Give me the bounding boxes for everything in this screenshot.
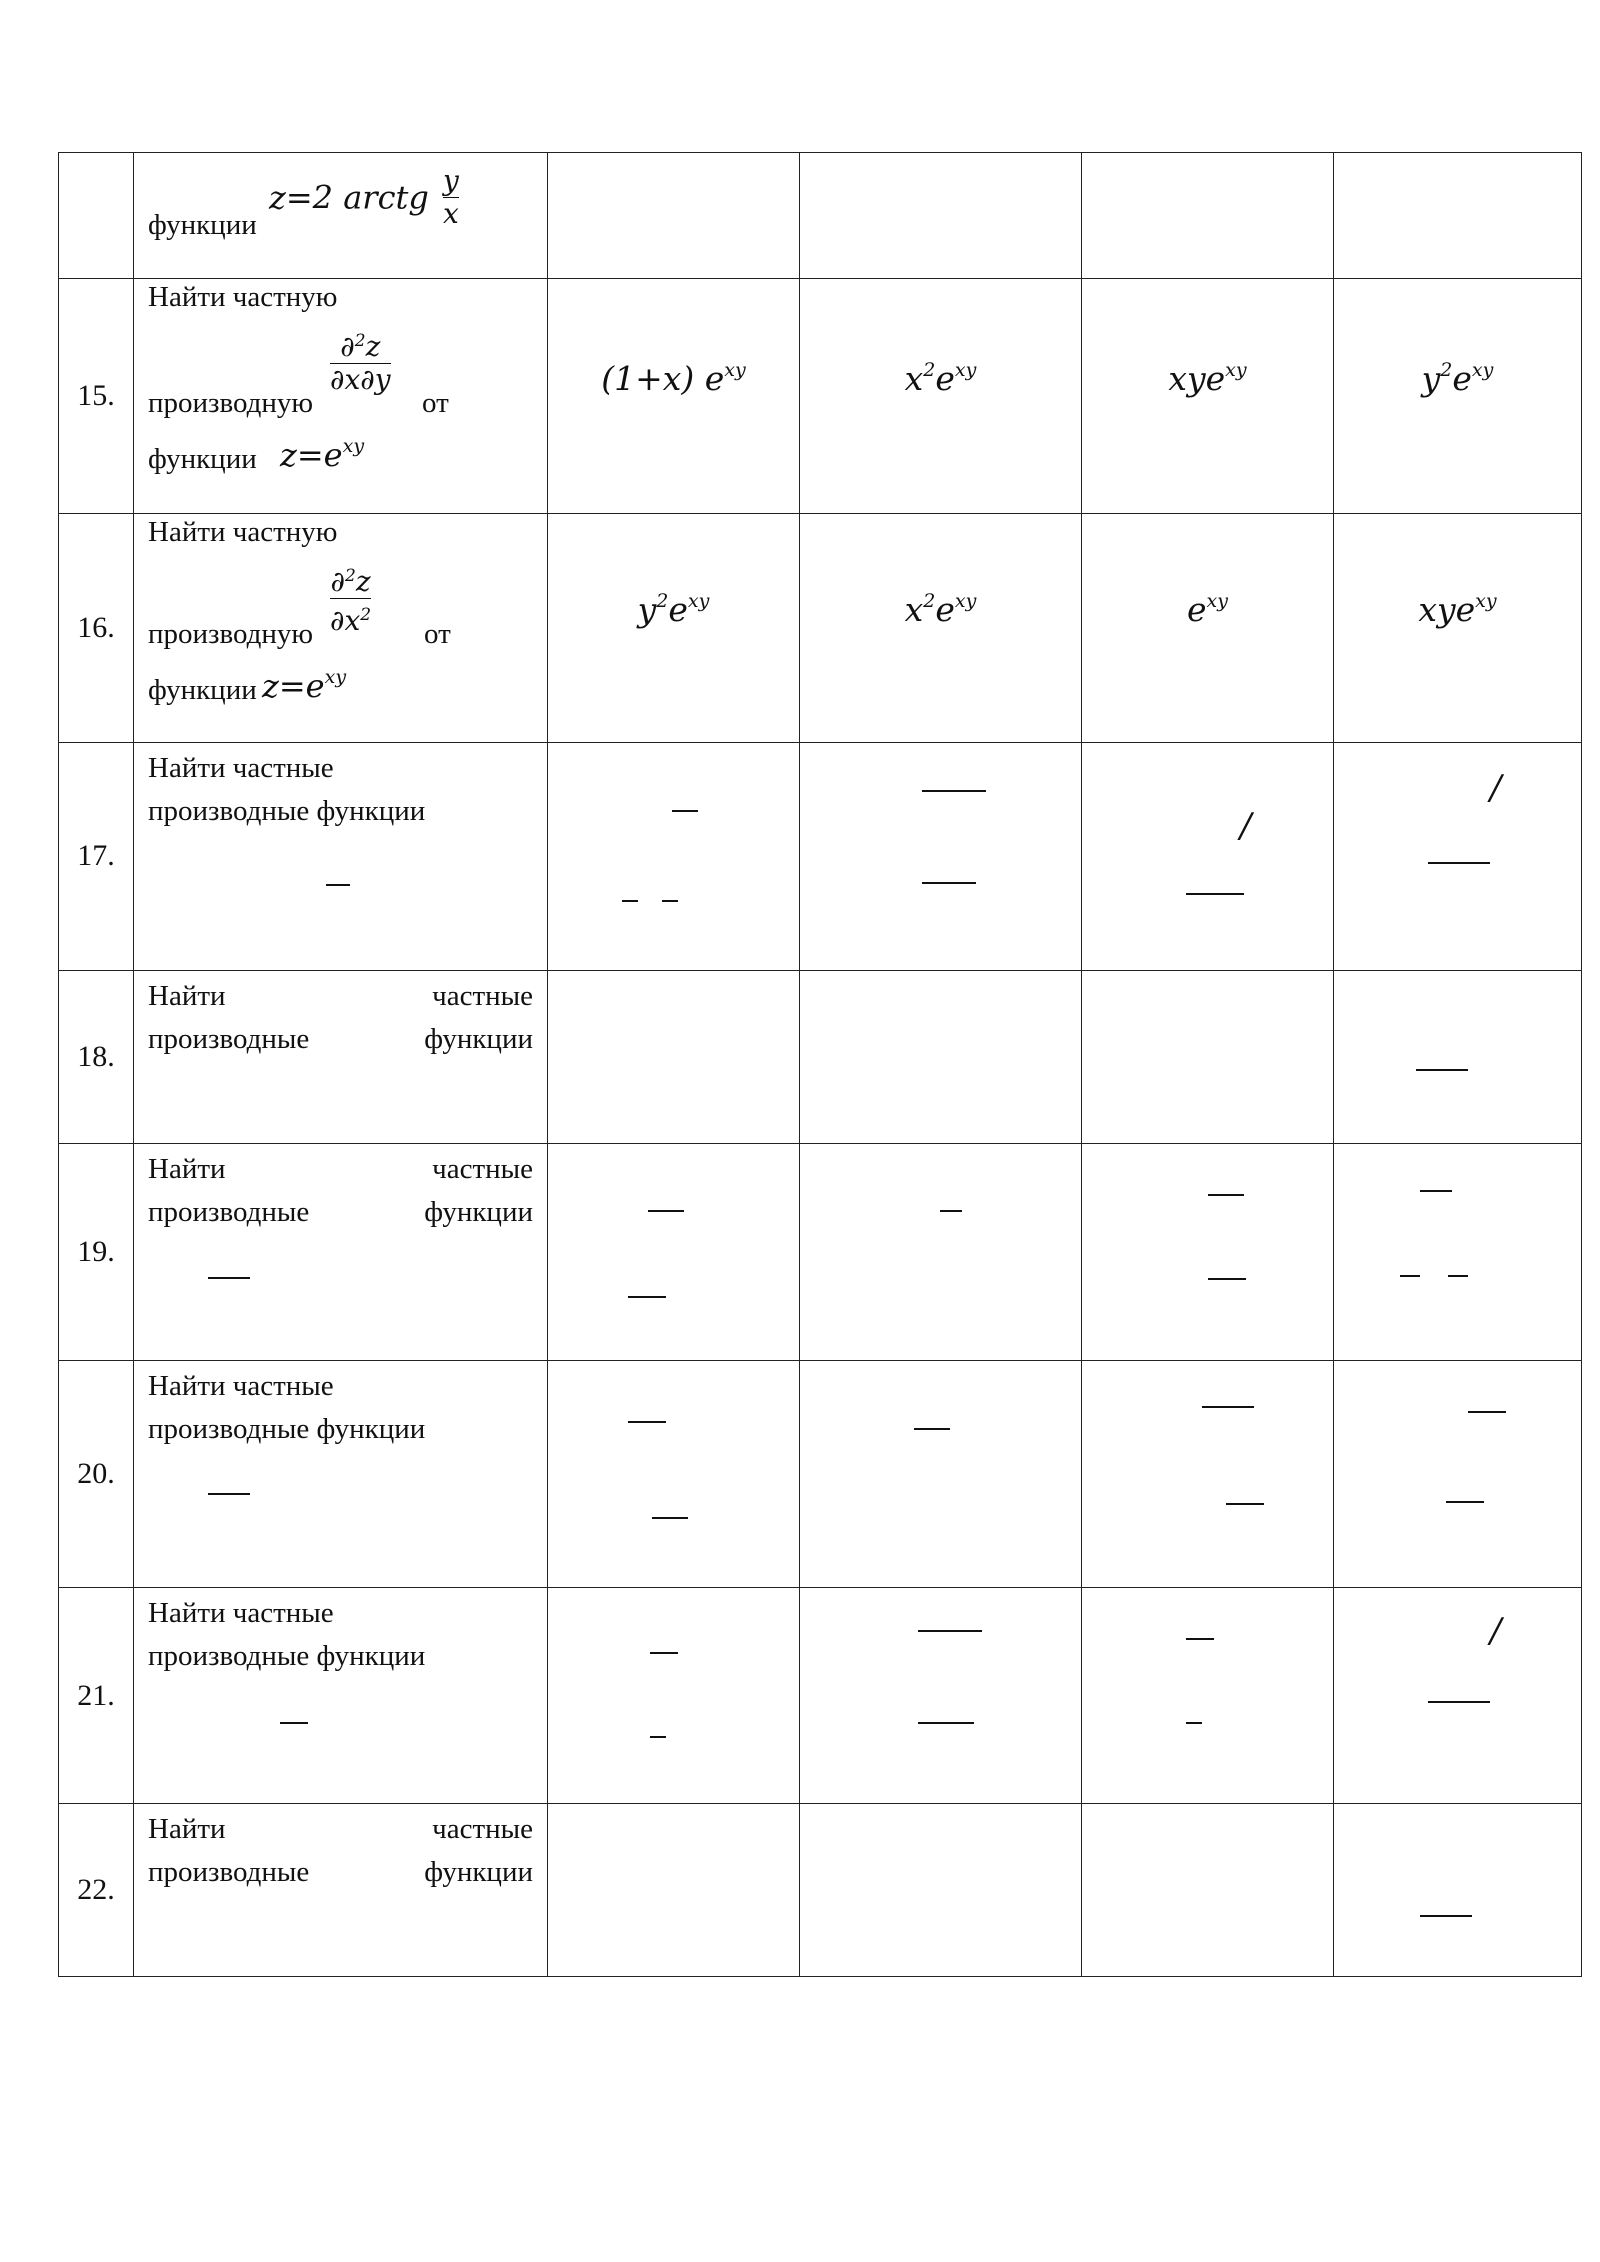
answer-option: $y^2e^{xy}$ <box>1421 358 1494 398</box>
row-number: 16. <box>59 513 134 742</box>
question-cell <box>134 1143 548 1360</box>
fraction-bar <box>1186 1722 1202 1724</box>
answer-cell <box>1082 971 1334 1144</box>
answer-cell <box>1082 1143 1334 1360</box>
row-number: 15. <box>59 278 134 513</box>
answer-cell <box>548 1143 800 1360</box>
answer-cell <box>1334 513 1582 742</box>
question-line: от <box>424 617 451 650</box>
table-row <box>59 278 1582 513</box>
answer-cell <box>1082 1588 1334 1804</box>
table-row <box>59 742 1582 970</box>
answer-option: xye$^{xy}$ <box>1418 589 1497 629</box>
fraction-bar <box>208 1277 250 1279</box>
answer-option: $y^2e^{xy}$ <box>637 589 710 629</box>
fraction-bar <box>940 1210 962 1212</box>
table-row <box>59 153 1582 279</box>
fraction-bar <box>622 900 638 902</box>
answer-cell <box>1334 278 1582 513</box>
fraction-bar <box>1428 1701 1490 1703</box>
question-cell <box>134 1360 548 1587</box>
fraction-bar <box>1446 1501 1484 1503</box>
answer-cell <box>1334 1360 1582 1587</box>
question-line: производную <box>148 617 314 650</box>
answer-cell <box>548 513 800 742</box>
answer-cell <box>1334 742 1582 970</box>
answer-cell <box>1082 153 1334 279</box>
fraction-bar <box>1416 1069 1468 1071</box>
answer-cell <box>1334 1804 1582 1977</box>
question-line: Найти частную <box>148 515 338 548</box>
answer-cell <box>800 513 1082 742</box>
answer-cell <box>800 1143 1082 1360</box>
answer-option: xye$^{xy}$ <box>1168 358 1247 398</box>
question-text: Найти частные производные функции <box>148 980 533 1056</box>
question-cell <box>134 1804 548 1977</box>
slash-mark: / <box>1490 767 1502 808</box>
fraction-bar <box>1208 1194 1244 1196</box>
fraction-bar <box>648 1210 684 1212</box>
answer-cell <box>548 1588 800 1804</box>
answer-cell <box>1082 1360 1334 1587</box>
fraction-bar <box>280 1722 308 1724</box>
answer-cell <box>800 278 1082 513</box>
table-row <box>59 971 1582 1144</box>
table-row <box>59 1804 1582 1977</box>
answer-cell <box>800 1804 1082 1977</box>
fraction-bar <box>1468 1411 1506 1413</box>
answer-cell <box>548 153 800 279</box>
fraction-bar <box>1226 1503 1264 1505</box>
question-text: Найти частные производные функции <box>148 1152 533 1228</box>
fraction: $\frac{y}{x}$ <box>443 164 459 230</box>
answer-cell <box>1334 1143 1582 1360</box>
question-cell <box>134 742 548 970</box>
answer-cell <box>548 1804 800 1977</box>
question-line: Найти частную <box>148 280 338 313</box>
fraction-bar <box>1400 1275 1420 1277</box>
answer-cell <box>548 742 800 970</box>
fraction-bar <box>922 882 976 884</box>
question-text: Найти частные производные функции <box>148 1597 426 1673</box>
question-line: функции <box>148 673 257 706</box>
answer-cell <box>1082 1804 1334 1977</box>
fraction-bar <box>918 1630 982 1632</box>
row-number: 17. <box>59 742 134 970</box>
fraction-bar <box>1186 1638 1214 1640</box>
answer-cell <box>1082 742 1334 970</box>
answer-cell <box>1334 1588 1582 1804</box>
question-text: Найти частные производные функции <box>148 751 426 827</box>
slash-mark: / <box>1240 805 1252 846</box>
fraction-bar <box>1202 1406 1254 1408</box>
question-line: функции <box>148 442 257 475</box>
fraction-bar <box>672 810 698 812</box>
question-text: функции <box>148 209 257 241</box>
question-cell <box>134 278 548 513</box>
answer-cell <box>800 1360 1082 1587</box>
question-cell <box>134 1588 548 1804</box>
answer-cell <box>800 971 1082 1144</box>
fraction-bar <box>662 900 678 902</box>
fraction-bar <box>1186 893 1244 895</box>
answers-table <box>58 152 1582 1977</box>
fraction-bar <box>922 790 986 792</box>
answer-option: $x^2e^{xy}$ <box>904 358 977 398</box>
fraction-bar <box>914 1428 950 1430</box>
question-cell <box>134 513 548 742</box>
function-formula: $z=e^{xy}$ <box>280 434 365 474</box>
fraction-bar <box>1208 1278 1246 1280</box>
derivative-fraction: ∂$^2$z ∂x∂y <box>330 329 391 396</box>
row-number: 22. <box>59 1804 134 1977</box>
answer-cell <box>548 1360 800 1587</box>
fraction-bar <box>1448 1275 1468 1277</box>
question-cell <box>134 971 548 1144</box>
question-text: Найти частные производные функции <box>148 1813 533 1889</box>
row-number: 21. <box>59 1588 134 1804</box>
answer-cell <box>800 153 1082 279</box>
table-row <box>59 1588 1582 1804</box>
table-row <box>59 1360 1582 1587</box>
fraction-bar <box>650 1736 666 1738</box>
fraction-bar <box>1420 1915 1472 1917</box>
answer-option: (1+x) $e^{xy}$ <box>601 358 746 398</box>
table-row <box>59 1143 1582 1360</box>
row-number: 18. <box>59 971 134 1144</box>
answer-option: $x^2e^{xy}$ <box>904 589 977 629</box>
answer-option: $e^{xy}$ <box>1187 589 1228 629</box>
answer-cell <box>548 971 800 1144</box>
row-number: 19. <box>59 1143 134 1360</box>
fraction-bar <box>628 1296 666 1298</box>
fraction-bar <box>650 1652 678 1654</box>
answer-cell <box>1334 153 1582 279</box>
row-number: 20. <box>59 1360 134 1587</box>
function-formula: z=2 arctg $\frac{y}{x}$ <box>269 164 459 230</box>
fraction-bar <box>326 884 350 886</box>
answer-cell <box>1334 971 1582 1144</box>
row-number-cell <box>59 153 134 279</box>
answer-cell <box>548 278 800 513</box>
fraction-bar <box>208 1493 250 1495</box>
fraction-bar <box>1420 1190 1452 1192</box>
answer-cell <box>800 742 1082 970</box>
fraction-bar <box>652 1517 688 1519</box>
table-row <box>59 513 1582 742</box>
fraction-bar <box>1428 862 1490 864</box>
question-line: от <box>422 386 449 419</box>
question-line: производную <box>148 386 314 419</box>
fraction-bar <box>918 1722 974 1724</box>
slash-mark: / <box>1490 1611 1502 1652</box>
answer-cell <box>800 1588 1082 1804</box>
derivative-fraction: ∂$^2$z $\partial x^2$ <box>330 564 372 637</box>
function-formula: $z=e^{xy}$ <box>262 665 347 705</box>
question-text: Найти частные производные функции <box>148 1369 426 1445</box>
question-cell <box>134 153 548 279</box>
answer-cell <box>1082 278 1334 513</box>
answer-cell <box>1082 513 1334 742</box>
fraction-bar <box>628 1421 666 1423</box>
